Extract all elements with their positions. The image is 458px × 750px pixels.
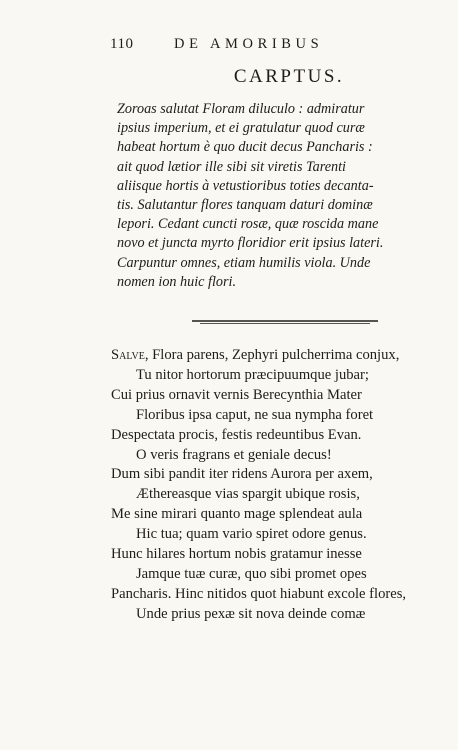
poem-line: Cui prius ornavit vernis Berecynthia Mater (111, 386, 362, 403)
ornamental-divider (190, 319, 380, 325)
poem-line: Me sine mirari quanto mage splendeat aula (111, 506, 363, 523)
poem-line: Hunc hilares hortum nobis gratamur inesse (111, 546, 362, 563)
argument-line: lepori. Cedant cuncti rosæ, quæ roscida mane (117, 216, 379, 233)
poem-line: Despectata procis, festis redeuntibus Evan. (111, 426, 362, 443)
argument-line: habeat hortum è quo ducit decus Pancharis : (117, 139, 373, 156)
argument-line: nomen ion huic flori. (117, 273, 237, 290)
argument-line: aliisque hortis à vetustioribus toties decanta- (117, 177, 374, 194)
poem-line: O veris fragrans et geniale decus! (136, 446, 332, 463)
argument-line: ait quod lætior ille sibi sit viretis Tarenti (117, 158, 346, 175)
argument-line: Carpuntur omnes, etiam humilis viola. Unde (117, 254, 371, 271)
argument-paragraph (117, 100, 458, 292)
poem (111, 346, 458, 625)
argument-line: novo et juncta myrto floridior erit ipsius lateri. (117, 235, 384, 252)
running-head (110, 36, 420, 58)
poem-initial-word: Salve (111, 347, 145, 363)
section-title-text: CARPTUS. (233, 66, 345, 87)
poem-line: Hic tua; quam vario spiret odore genus. (136, 526, 367, 543)
poem-line: Floribus ipsa caput, ne sua nympha foret (136, 406, 374, 423)
poem-line: Pancharis. Hinc nitidos quot hiabunt excole flores, (111, 585, 407, 602)
running-title: DE AMORIBUS (174, 36, 324, 52)
section-title (0, 66, 458, 88)
poem-line: Æthereasque vias spargit ubique rosis, (136, 486, 360, 503)
poem-line-first (111, 346, 458, 366)
poem-first-line-rest: , Flora parens, Zephyri pulcherrima conjux, (144, 347, 400, 363)
poem-line: Jamque tuæ curæ, quo sibi promet opes (136, 565, 367, 582)
argument-line: ipsius imperium, et ei gratulatur quod curæ (117, 120, 365, 137)
argument-line: tis. Salutantur flores tanquam daturi dominæ (117, 197, 373, 214)
poem-line: Unde prius pexæ sit nova deinde comæ (136, 605, 366, 622)
argument-line: Zoroas salutat Floram diluculo : admiratur (117, 101, 365, 117)
poem-line: Dum sibi pandit iter ridens Aurora per axem, (111, 466, 373, 483)
poem-line: Tu nitor hortorum præcipuumque jubar; (136, 366, 369, 383)
page-number: 110 (110, 36, 134, 52)
